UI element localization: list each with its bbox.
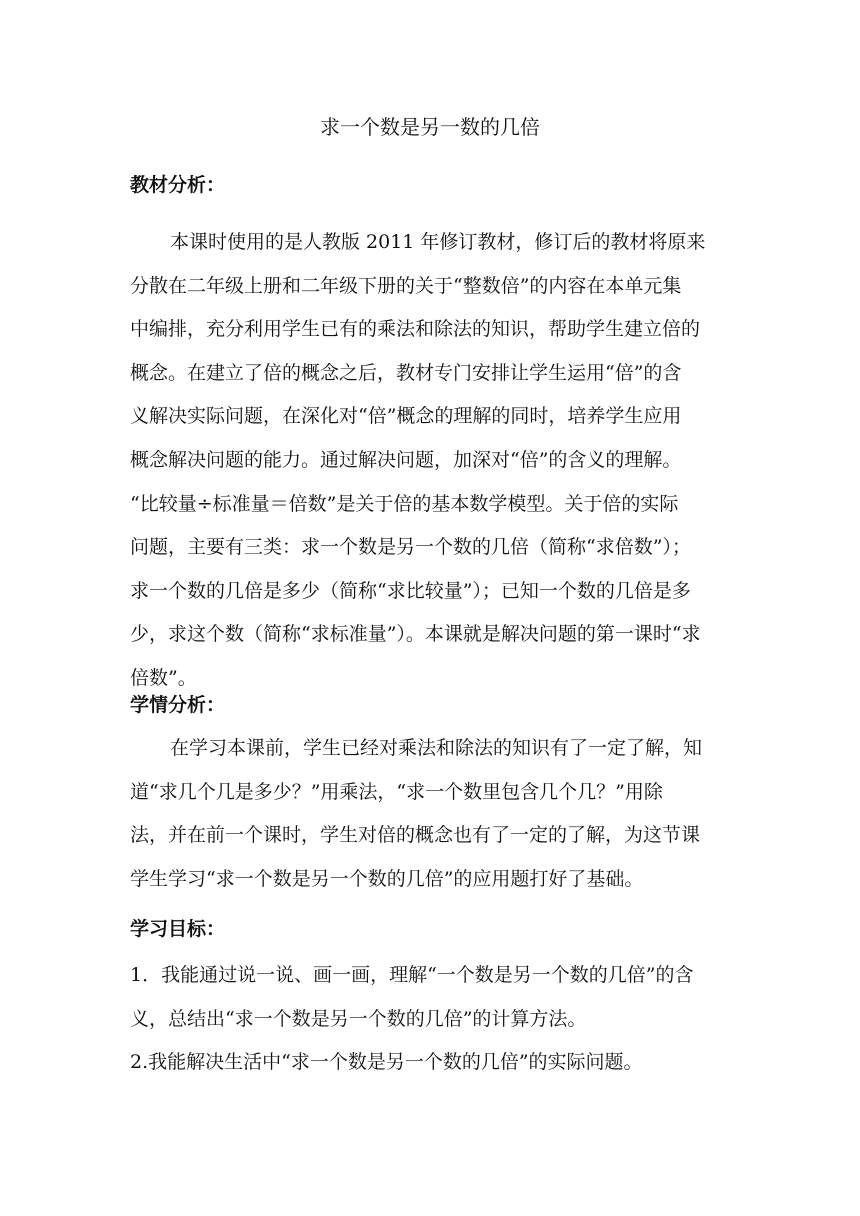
text-line: 2.我能解决生活中“求一个数是另一个数的几倍”的实际问题。: [130, 1051, 643, 1074]
heading-learner-analysis: 学情分析：: [130, 694, 226, 716]
paragraph-learner-analysis: [130, 727, 730, 901]
text-line: 概念解决问题的能力。通过解决问题，加深对“倍”的含义的理解。: [130, 448, 682, 471]
paragraph-learning-goals: [130, 954, 730, 1085]
text-line: 法，并在前一个课时，学生对倍的概念也有了一定的了解，为这节课: [130, 824, 701, 847]
heading-material-analysis: 教材分析：: [130, 174, 226, 196]
heading-learning-goals: 学习目标：: [130, 918, 226, 940]
text-line: 义，总结出“求一个数是另一个数的几倍”的计算方法。: [130, 1007, 587, 1030]
text-line: 少，求这个数（简称“求标准量”）。本课就是解决问题的第一课时“求: [130, 623, 701, 646]
text-line: “比较量÷标准量＝倍数”是关于倍的基本数学模型。关于倍的实际: [130, 492, 679, 515]
text-line: 倍数”。: [130, 666, 197, 689]
text-line: 概念。在建立了倍的概念之后，教材专门安排让学生运用“倍”的含: [130, 361, 682, 384]
text-line: 学生学习“求一个数是另一个数的几倍”的应用题打好了基础。: [130, 867, 644, 890]
text-line: 分散在二年级上册和二年级下册的关于“整数倍”的内容在本单元集: [130, 274, 682, 297]
text-line: 1．我能通过说一说、画一画，理解“一个数是另一个数的几倍”的含: [130, 964, 694, 986]
text-line: 求一个数的几倍是多少（简称“求比较量”）；已知一个数的几倍是多: [130, 579, 691, 602]
text-line: 本课时使用的是人教版 2011 年修订教材，修订后的教材将原来: [170, 231, 706, 253]
text-line: 问题，主要有三类：求一个数是另一个数的几倍（简称“求倍数”）；: [130, 536, 691, 559]
text-line: 在学习本课前，学生已经对乘法和除法的知识有了一定了解，知: [170, 737, 703, 759]
text-line: 义解决实际问题，在深化对“倍”概念的理解的同时，培养学生应用: [130, 405, 682, 428]
paragraph-material-analysis: [130, 221, 730, 701]
text-line: 道“求几个几是多少？”用乘法，“求一个数里包含几个几？”用除: [130, 780, 663, 803]
text-line: 中编排，充分利用学生已有的乘法和除法的知识，帮助学生建立倍的: [130, 318, 701, 341]
page-title: 求一个数是另一数的几倍: [320, 115, 540, 139]
